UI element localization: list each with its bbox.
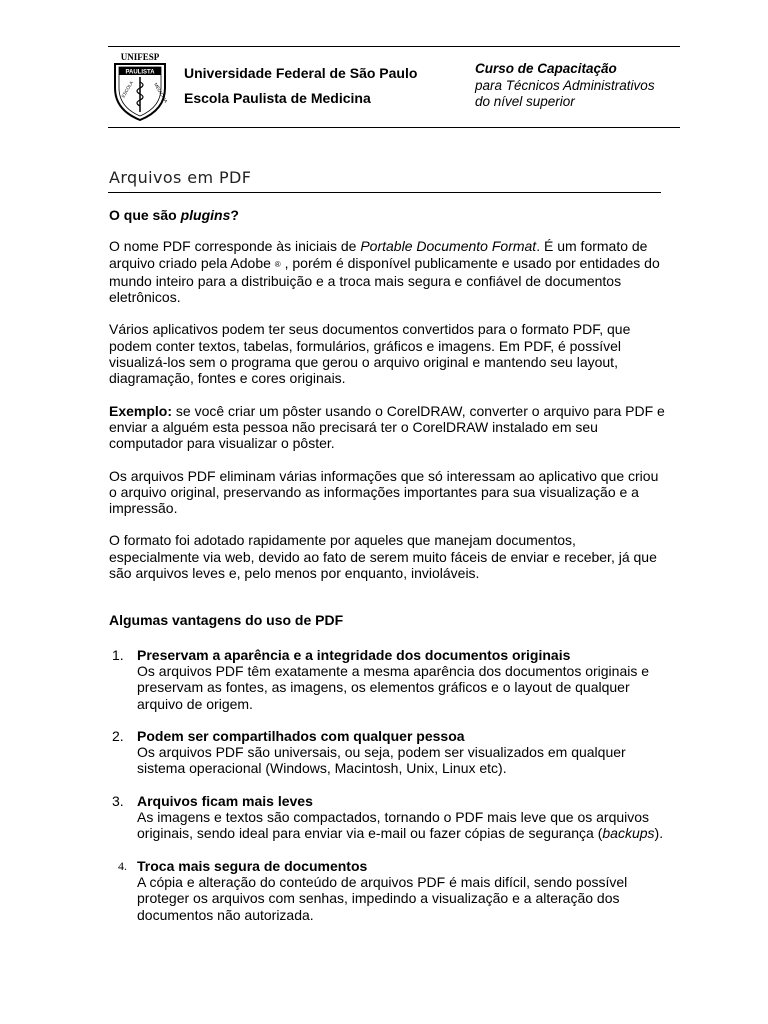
list-item-text: As imagens e textos são compactados, tornando o PDF mais leve que os arquivos originais, sendo ideal para enviar via e-mail ou fazer cópias de segurança (backups).	[137, 809, 664, 842]
course-title: Curso de Capacitação	[475, 61, 617, 76]
course-line-2: para Técnicos Administrativos	[475, 77, 655, 93]
advantages-heading: Algumas vantagens do uso de PDF	[109, 612, 344, 629]
list-item-text: Os arquivos PDF são universais, ou seja, podem ser visualizados em qualquer sistema operacional (Windows, Macintosh, Unix, Linux etc).	[137, 744, 626, 777]
seal-band-text: PAULISTA	[125, 69, 155, 76]
list-item-title: Podem ser compartilhados com qualquer pessoa	[137, 727, 465, 744]
header-top-rule	[108, 46, 680, 47]
list-item-title: Arquivos ficam mais leves	[137, 792, 313, 809]
institution-block	[184, 61, 417, 111]
seal-left-text: ESCOLA	[120, 80, 134, 99]
list-item-number: 2.	[112, 727, 124, 744]
list-item-number: 4.	[118, 858, 127, 873]
list-item	[109, 647, 669, 712]
paragraph-eliminate: Os arquivos PDF eliminam várias informações que só interessam ao aplicativo que criou o arquivo original, preservando as informações importantes para sua visualização e a impressão.	[109, 467, 659, 517]
course-line-3: do nível superior	[475, 94, 575, 109]
university-name: Universidade Federal de São Paulo	[184, 65, 418, 81]
paragraph-adoption: O formato foi adotado rapidamente por aqueles que manejam documentos, especialmente via web, devido ao fato de serem muito fáceis de enviar e receber, já que são arquivos leves e, pelo menos por enquanto, invioláveis.	[109, 532, 657, 582]
advantages-list	[109, 647, 669, 923]
school-name: Escola Paulista de Medicina	[184, 90, 371, 106]
section-title: Arquivos em PDF	[109, 168, 252, 187]
list-item-title: Preservam a aparência e a integridade dos documentos originais	[137, 646, 571, 663]
seal-top-text: UNIFESP	[120, 52, 160, 62]
document-body	[109, 207, 669, 923]
list-item-number: 1.	[112, 646, 124, 663]
list-item-text: Os arquivos PDF têm exatamente a mesma aparência dos documentos originais e preservam as fontes, as imagens, os elementos gráficos e o layout de qualquer arquivo de origem.	[137, 662, 650, 712]
section-title-rule	[108, 192, 661, 193]
paragraph-apps: Vários aplicativos podem ter seus documentos convertidos para o formato PDF, que podem conter textos, tabelas, formulários, gráficos e imagens. Em PDF, é possível visualizá-los sem o programa que gerou o arquivo original e mantendo seu layout, diagramação, fontes e cores originais.	[109, 321, 631, 387]
unifesp-seal-logo	[110, 52, 170, 122]
list-item-number: 3.	[112, 792, 124, 809]
seal-right-text: MEDICINA	[153, 82, 169, 104]
question-heading: O que são plugins?	[109, 207, 239, 223]
course-block	[475, 61, 655, 111]
list-item-title: Troca mais segura de documentos	[137, 857, 368, 874]
paragraph-intro: O nome PDF corresponde às iniciais de Portable Documento Format. É um formato de arquivo criado pela Adobe ® , porém é disponível publicamente e usado por entidades do mundo inteiro para a distribuição e a troca mais segura e confiável de documentos eletrônicos.	[109, 238, 660, 306]
list-item	[109, 858, 669, 923]
list-item-text: A cópia e alteração do conteúdo de arquivos PDF é mais difícil, sendo possível proteger os arquivos com senhas, impedindo a visualização e a alteração dos documentos não autorizada.	[137, 873, 628, 923]
list-item	[109, 728, 669, 777]
header-bottom-rule	[108, 127, 680, 128]
paragraph-example: Exemplo: se você criar um pôster usando o CorelDRAW, converter o arquivo para PDF e enviar a alguém esta pessoa não precisará ter o CorelDRAW instalado em seu computador para visualizar o pôster.	[109, 402, 665, 452]
list-item	[109, 793, 669, 842]
